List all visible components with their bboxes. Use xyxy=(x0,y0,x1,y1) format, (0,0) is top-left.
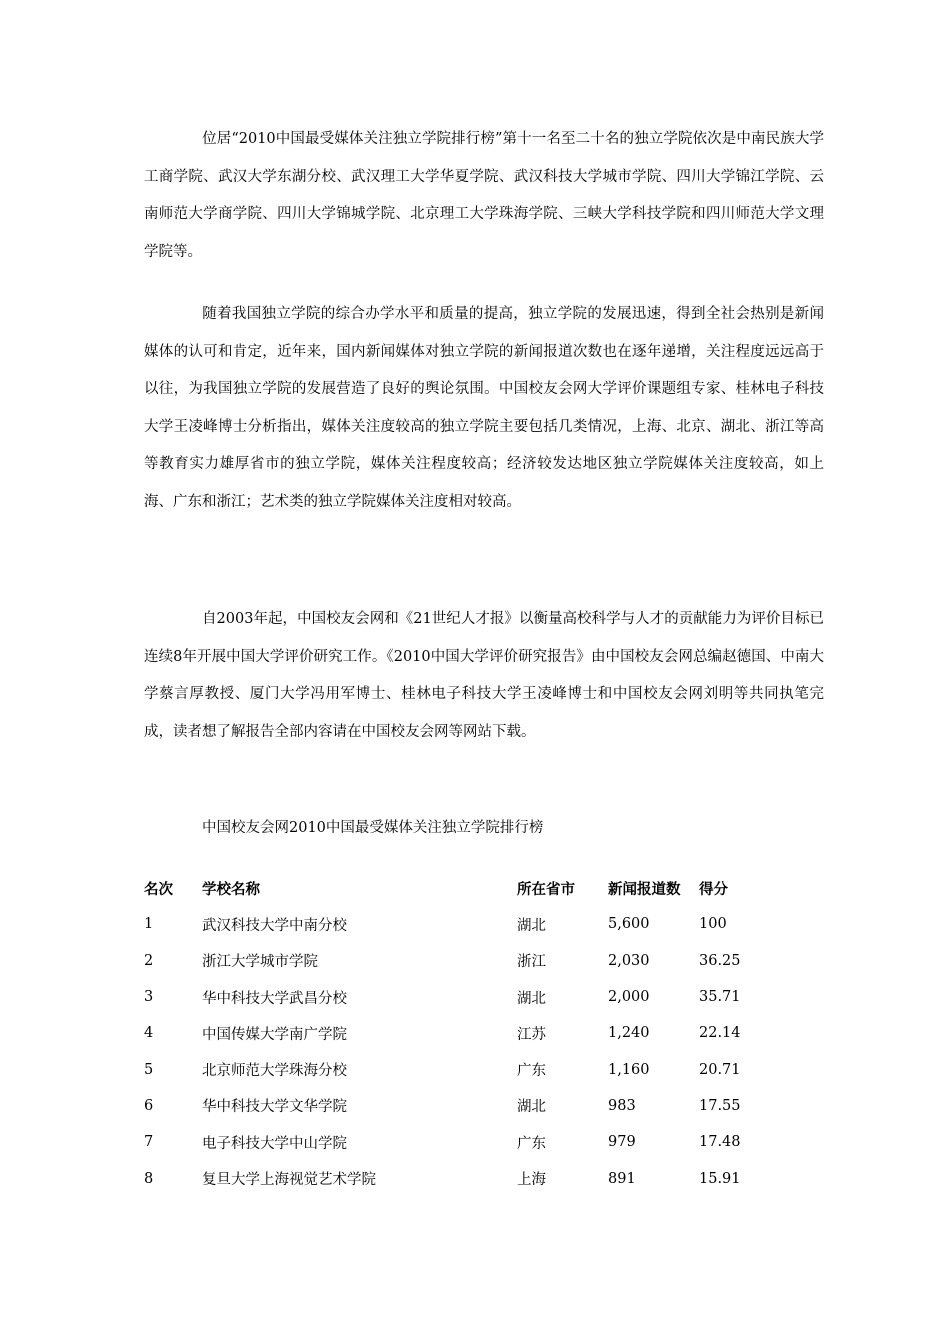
table-row xyxy=(144,979,779,1015)
table-row xyxy=(144,1124,779,1160)
cell-province: 江苏 xyxy=(517,1026,546,1043)
table-title: 中国校友会网2010中国最受媒体关注独立学院排行榜 xyxy=(202,820,544,836)
cell-rank: 6 xyxy=(144,1097,154,1114)
header-school-name: 学校名称 xyxy=(202,880,260,898)
cell-province: 广东 xyxy=(517,1135,546,1152)
paragraph-text: 位居“2010中国最受媒体关注独立学院排行榜”第十一名至二十名的独立学院依次是中南民族大学工商学院、武汉大学东湖分校、武汉理工大学华夏学院、武汉科技大学城市学院、四川大学锦江学院、云南师范大学商学院、四川大学锦城学院、北京理工大学珠海学院、三峡大学科技学院和四川师范大学文理学院等。 xyxy=(144,131,824,260)
cell-news-count: 1,160 xyxy=(608,1061,650,1078)
cell-news-count: 5,600 xyxy=(608,916,650,933)
table-row xyxy=(144,1051,779,1087)
cell-score: 17.48 xyxy=(699,1134,741,1151)
paragraph-ranking-11-20 xyxy=(144,121,824,271)
cell-province: 广东 xyxy=(517,1063,546,1080)
cell-news-count: 983 xyxy=(608,1097,636,1114)
paragraph-media-attention xyxy=(144,296,824,521)
header-province: 所在省市 xyxy=(517,880,575,898)
cell-rank: 5 xyxy=(144,1061,154,1078)
cell-score: 35.71 xyxy=(699,989,741,1006)
cell-school-name: 复旦大学上海视觉艺术学院 xyxy=(202,1172,376,1189)
cell-school-name: 华中科技大学武昌分校 xyxy=(202,990,347,1007)
cell-rank: 4 xyxy=(144,1025,154,1042)
cell-school-name: 中国传媒大学南广学院 xyxy=(202,1026,347,1043)
cell-rank: 1 xyxy=(144,916,154,933)
cell-news-count: 979 xyxy=(608,1134,636,1151)
cell-province: 湖北 xyxy=(517,990,546,1007)
table-row xyxy=(144,943,779,979)
cell-province: 湖北 xyxy=(517,917,546,934)
cell-rank: 3 xyxy=(144,989,154,1006)
cell-province: 湖北 xyxy=(517,1099,546,1116)
cell-province: 上海 xyxy=(517,1172,546,1189)
cell-school-name: 武汉科技大学中南分校 xyxy=(202,917,347,934)
header-score: 得分 xyxy=(699,880,728,898)
table-row xyxy=(144,1088,779,1124)
cell-rank: 2 xyxy=(144,952,154,969)
cell-news-count: 891 xyxy=(608,1170,636,1187)
header-news-count: 新闻报道数 xyxy=(608,880,681,898)
table-row xyxy=(144,1015,779,1051)
cell-province: 浙江 xyxy=(517,954,546,971)
paragraph-text: 自2003年起，中国校友会网和《21世纪人才报》以衡量高校科学与人才的贡献能力为评价目标已连续8年开展中国大学评价研究工作。《2010中国大学评价研究报告》由中国校友会网总编赵德国、中南大学蔡言厚教授、厦门大学冯用军博士、桂林电子科技大学王凌峰博士和中国校友会网刘明等共同执笔完成，读者想了解报告全部内容请在中国校友会网等网站下载。 xyxy=(144,611,824,740)
cell-score: 36.25 xyxy=(699,952,741,969)
cell-score: 22.14 xyxy=(699,1025,741,1042)
cell-rank: 8 xyxy=(144,1170,154,1187)
cell-school-name: 电子科技大学中山学院 xyxy=(202,1135,347,1152)
cell-school-name: 北京师范大学珠海分校 xyxy=(202,1063,347,1080)
paragraph-text: 随着我国独立学院的综合办学水平和质量的提高，独立学院的发展迅速，得到全社会热别是新闻媒体的认可和肯定，近年来，国内新闻媒体对独立学院的新闻报道次数也在逐年递增，关注程度远远高于以往，为我国独立学院的发展营造了良好的舆论氛围。中国校友会网大学评价课题组专家、桂林电子科技大学王凌峰博士分析指出，媒体关注度较高的独立学院主要包括几类情况，上海、北京、湖北、浙江等高等教育实力雄厚省市的独立学院，媒体关注程度较高；经济较发达地区独立学院媒体关注度较高，如上海、广东和浙江；艺术类的独立学院媒体关注度相对较高。 xyxy=(144,306,824,510)
cell-score: 100 xyxy=(699,916,727,933)
cell-score: 17.55 xyxy=(699,1097,741,1114)
cell-score: 20.71 xyxy=(699,1061,741,1078)
cell-news-count: 2,000 xyxy=(608,989,650,1006)
cell-news-count: 1,240 xyxy=(608,1025,650,1042)
table-row xyxy=(144,906,779,942)
paragraph-report-source xyxy=(144,601,824,751)
table-row xyxy=(144,1160,779,1196)
cell-school-name: 浙江大学城市学院 xyxy=(202,954,318,971)
cell-rank: 7 xyxy=(144,1134,154,1151)
table-header-row xyxy=(144,870,779,906)
cell-score: 15.91 xyxy=(699,1170,741,1187)
ranking-table xyxy=(144,870,779,1197)
header-rank: 名次 xyxy=(144,880,173,898)
cell-news-count: 2,030 xyxy=(608,952,650,969)
cell-school-name: 华中科技大学文华学院 xyxy=(202,1099,347,1116)
